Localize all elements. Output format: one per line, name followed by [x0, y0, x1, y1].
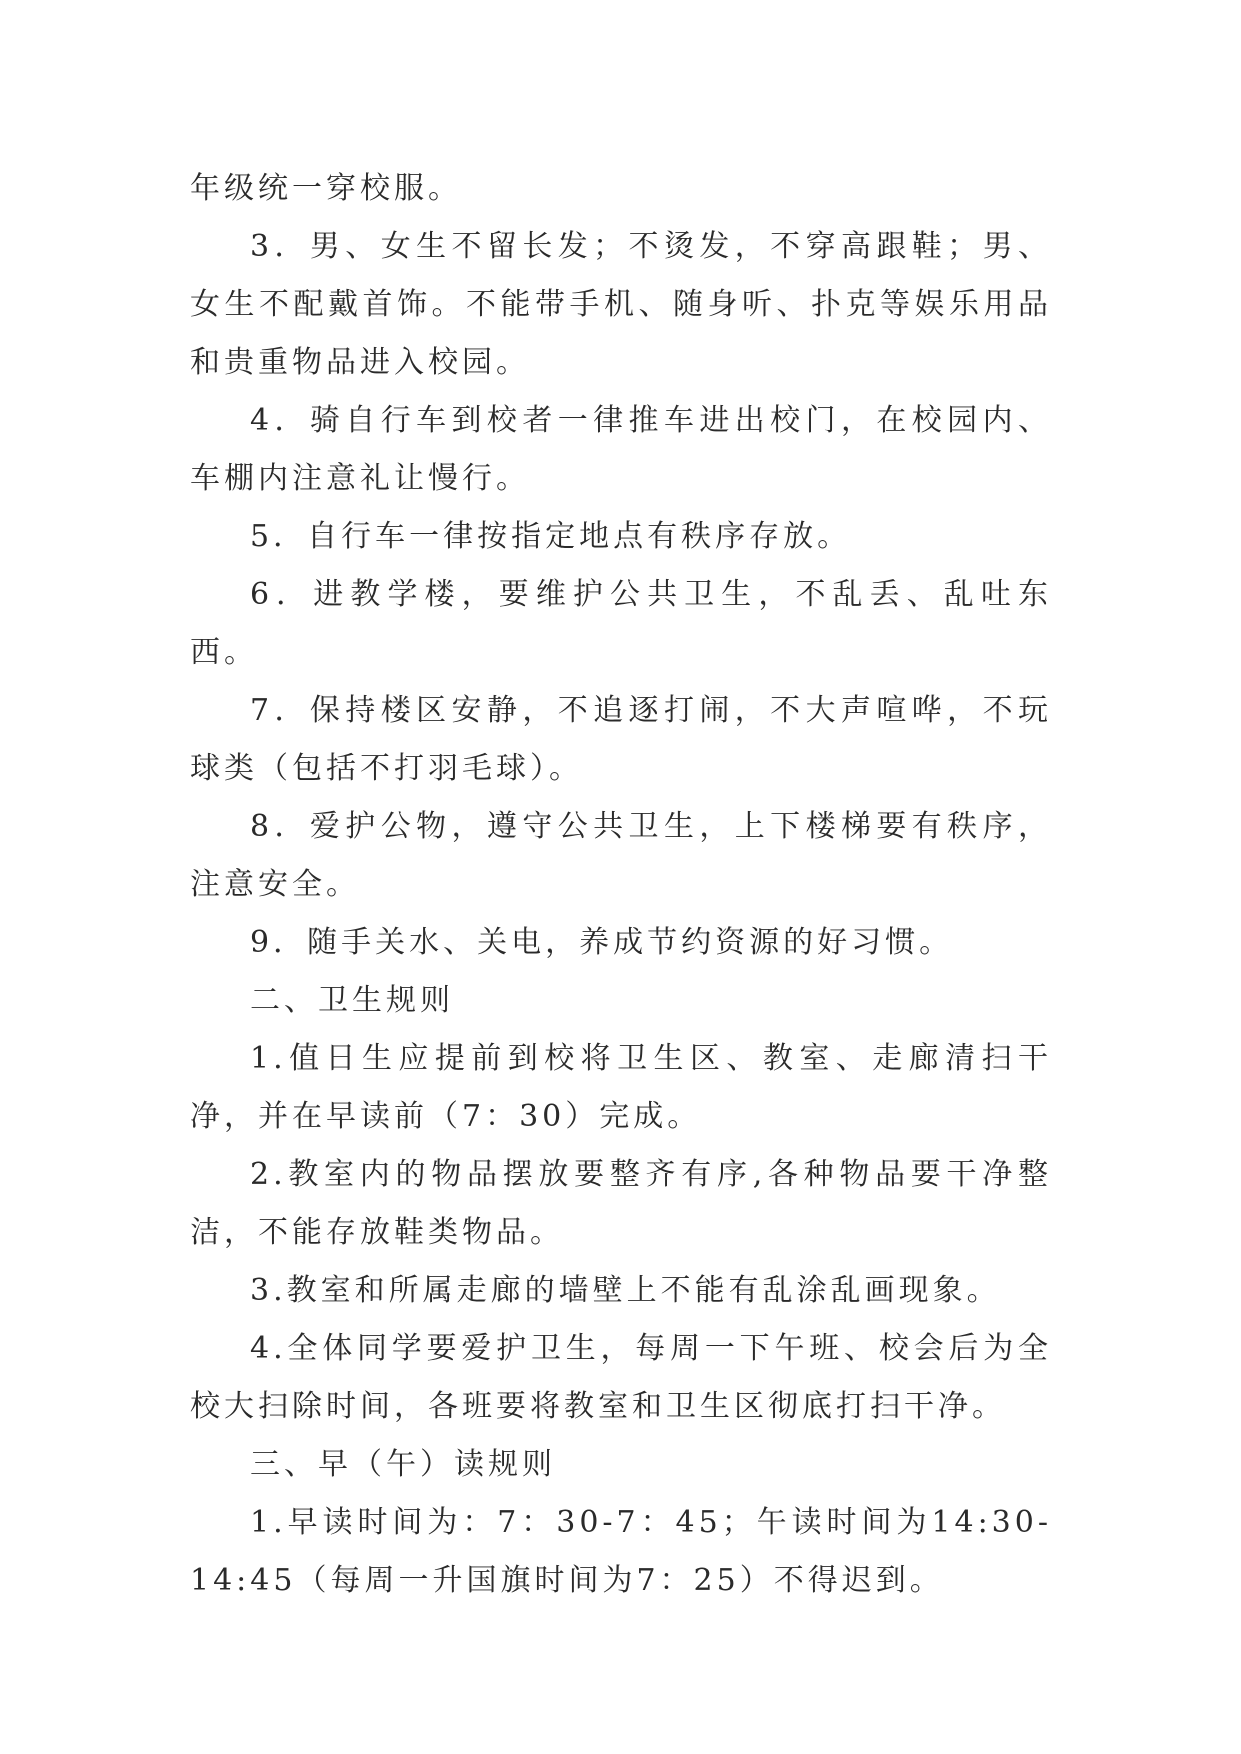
paragraph: 2.教室内的物品摆放要整齐有序,各种物品要干净整洁，不能存放鞋类物品。: [190, 1157, 1052, 1250]
section-heading: 三、早（午）读规则: [250, 1447, 556, 1482]
paragraph: 1.早读时间为：7：30-7：45；午读时间为14:30-14:45（每周一升国旗时间为7：25）不得迟到。: [190, 1505, 1052, 1598]
paragraph: 4．骑自行车到校者一律推车进出校门，在校园内、车棚内注意礼让慢行。: [190, 403, 1052, 496]
paragraph: 年级统一穿校服。: [190, 171, 462, 206]
paragraph: 6．进教学楼，要维护公共卫生，不乱丢、乱吐东西。: [190, 577, 1052, 670]
paragraph: 7．保持楼区安静，不追逐打闹，不大声喧哗，不玩球类（包括不打羽毛球）。: [190, 693, 1052, 786]
paragraph: 3．男、女生不留长发；不烫发，不穿高跟鞋；男、女生不配戴首饰。不能带手机、随身听、扑克等娱乐用品和贵重物品进入校园。: [190, 229, 1052, 380]
paragraph: 8．爱护公物，遵守公共卫生，上下楼梯要有秩序，注意安全。: [190, 809, 1052, 902]
paragraph: 3.教室和所属走廊的墙壁上不能有乱涂乱画现象。: [250, 1273, 1001, 1308]
paragraph: 4.全体同学要爱护卫生，每周一下午班、校会后为全校大扫除时间，各班要将教室和卫生区彻底打扫干净。: [190, 1331, 1052, 1424]
section-heading: 二、卫生规则: [250, 983, 454, 1018]
paragraph: 5．自行车一律按指定地点有秩序存放。: [250, 519, 852, 554]
paragraph: 9．随手关水、关电，养成节约资源的好习惯。: [250, 925, 954, 960]
document-body: [190, 160, 1052, 1610]
paragraph: 1.值日生应提前到校将卫生区、教室、走廊清扫干净，并在早读前（7：30）完成。: [190, 1041, 1052, 1134]
